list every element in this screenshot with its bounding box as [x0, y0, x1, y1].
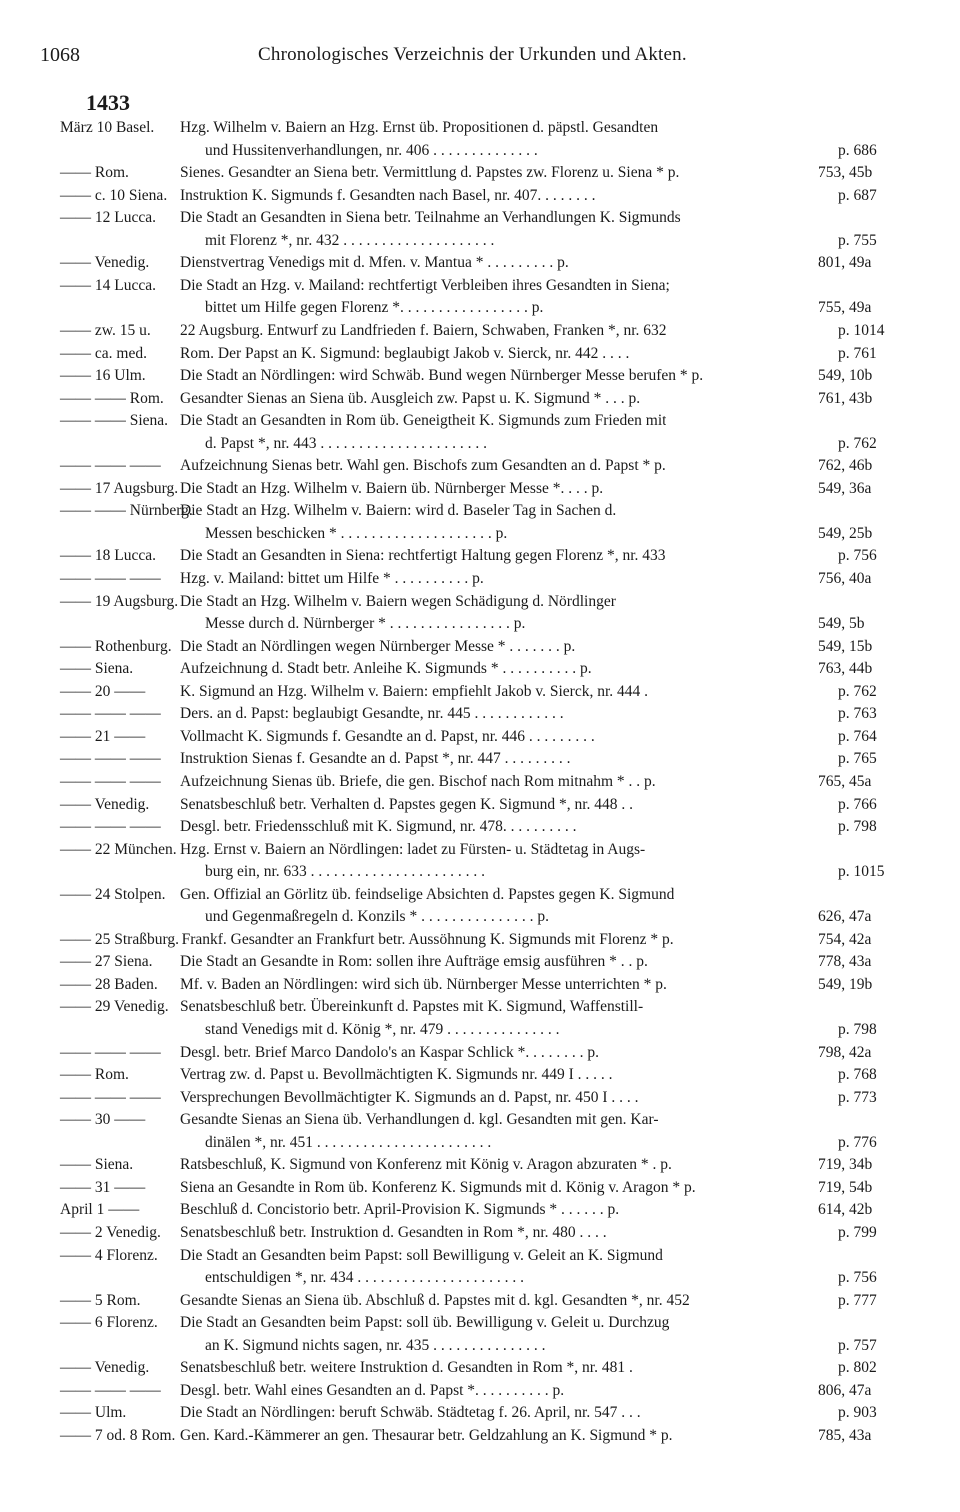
entry-text: Versprechungen Bevollmächtigter K. Sigmunds an d. Papst, nr. 450 I . . . . [180, 1088, 639, 1106]
entry-line [0, 703, 960, 725]
entry-text: Die Stadt an Gesandten beim Papst: soll Bewilligung v. Geleit an K. Sigmund [180, 1246, 663, 1264]
entry-line [0, 726, 960, 748]
entry-date: —— Rothenburg. [60, 637, 172, 655]
entry-line [0, 996, 960, 1018]
entry-page-ref: p. 757 [838, 1336, 877, 1354]
entry-text: Desgl. betr. Wahl eines Gesandten an d. Papst *. . . . . . . . . . p. [180, 1381, 565, 1399]
entry-text: Die Stadt an Hzg. Wilhelm v. Baiern wegen Schädigung d. Nördlinger [180, 592, 616, 610]
entry-line [0, 185, 960, 207]
entry-page-ref: 785, 43a [818, 1426, 872, 1444]
entry-date: —— —— —— [60, 1088, 161, 1106]
entry-line [0, 1402, 960, 1424]
entry-text: Die Stadt an Gesandten beim Papst: soll üb. Bewilligung v. Geleit u. Durchzug [180, 1314, 670, 1332]
entry-line [0, 771, 960, 793]
entry-date: —— —— —— [60, 570, 161, 587]
entry-text: Hzg. Wilhelm v. Baiern an Hzg. Ernst üb. Propositionen d. päpstl. Gesandten [180, 119, 659, 136]
entry-page-ref: p. 1015 [838, 863, 885, 881]
entry-page-ref: p. 798 [838, 818, 877, 836]
entry-page-ref: p. 1014 [838, 321, 885, 339]
entry-text: Die Stadt an Gesandten in Siena betr. Teilnahme an Verhandlungen K. Sigmunds [180, 209, 681, 227]
entry-date: —— 31 —— [60, 1178, 146, 1196]
running-title: Chronologisches Verzeichnis der Urkunden und Akten. [258, 44, 687, 65]
entry-line [0, 1357, 960, 1379]
entry-text: bittet um Hilfe gegen Florenz *. . . . . . . . . . . . . . . . . p. [205, 299, 544, 317]
entry-line [0, 1267, 960, 1289]
entry-date: —— 27 Siena. [60, 953, 153, 971]
entry-page-ref: p. 799 [838, 1223, 877, 1241]
entry-line [0, 1109, 960, 1131]
entry-line [0, 252, 960, 274]
entry-text: Aufzeichnung Sienas üb. Briefe, die gen. Bischof nach Rom mitnahm * . . p. [180, 772, 656, 790]
entry-date: —— 25 Straßburg. [60, 930, 179, 948]
entry-page-ref: p. 776 [838, 1133, 877, 1151]
entry-line [0, 636, 960, 658]
entry-date: —— —— —— [60, 750, 161, 768]
entry-line [0, 230, 960, 252]
entry-page-ref: p. 768 [838, 1066, 877, 1084]
entry-text: Desgl. betr. Brief Marco Dandolo's an Kaspar Schlick *. . . . . . . . p. [180, 1043, 600, 1061]
entry-page-ref: 549, 5b [818, 615, 865, 633]
entry-line [0, 1245, 960, 1267]
entry-page-ref: p. 686 [838, 141, 877, 159]
entry-page-ref: 755, 49a [818, 299, 872, 317]
entry-line [0, 861, 960, 883]
entry-text: Beschluß d. Concistorio betr. April-Provision K. Sigmunds * . . . . . . p. [180, 1201, 620, 1219]
entry-date: —— Rom. [60, 164, 129, 182]
entry-page-ref: 756, 40a [818, 570, 872, 587]
entry-line [0, 365, 960, 387]
entry-date: —— c. 10 Siena. [60, 186, 168, 204]
entry-text: Senatsbeschluß betr. Verhalten d. Papstes gegen K. Sigmund *, nr. 448 . . [180, 795, 634, 813]
entry-line [0, 1199, 960, 1221]
entry-line [0, 1019, 960, 1041]
entry-date: —— 21 —— [60, 727, 146, 745]
entry-text: stand Venedigs mit d. König *, nr. 479 . . . . . . . . . . . . . . . [205, 1021, 560, 1038]
entry-date: —— Rom. [60, 1066, 129, 1084]
entry-date: —— 16 Ulm. [60, 367, 146, 385]
entry-date: —— Venedig. [60, 254, 150, 272]
entry-page-ref: p. 762 [838, 434, 877, 452]
entry-page-ref: 754, 42a [818, 930, 872, 948]
entry-line [0, 500, 960, 522]
year-heading: 1433 [86, 90, 130, 115]
entry-date: März 10 Basel. [60, 119, 155, 136]
entry-line [0, 478, 960, 500]
entry-line [0, 410, 960, 432]
entry-text: Hzg. v. Mailand: bittet um Hilfe * . . . . . . . . . . p. [180, 570, 484, 587]
entry-line [0, 1290, 960, 1312]
entry-text: Gesandte Sienas an Siena üb. Verhandlungen d. kgl. Gesandten mit gen. Kar- [180, 1111, 659, 1129]
entry-page-ref: 614, 42b [818, 1201, 873, 1219]
entry-line [0, 906, 960, 928]
entry-page-ref: p. 903 [838, 1404, 877, 1422]
entry-line [0, 794, 960, 816]
entry-text: Senatsbeschluß betr. weitere Instruktion d. Gesandten in Rom *, nr. 481 . [180, 1359, 633, 1377]
entry-text: Mf. v. Baden an Nördlingen: wird sich üb. Nürnberger Messe unterrichten * p. [180, 975, 667, 993]
entry-line [0, 140, 960, 162]
entry-date: —— Ulm. [60, 1404, 127, 1422]
entry-page-ref: p. 756 [838, 1269, 877, 1287]
entry-text: Instruktion K. Sigmunds f. Gesandten nach Basel, nr. 407. . . . . . . . [180, 186, 596, 204]
entry-line [0, 1222, 960, 1244]
entry-page-ref: p. 764 [838, 727, 877, 745]
entry-text: entschuldigen *, nr. 434 . . . . . . . . . . . . . . . . . . . . . . [205, 1269, 525, 1287]
entry-date: —— 24 Stolpen. [60, 885, 166, 903]
entry-text: Ratsbeschluß, K. Sigmund von Konferenz mit König v. Aragon abzuraten * . p. [180, 1156, 672, 1174]
entry-page-ref: 753, 45b [818, 164, 873, 182]
entry-date: —— —— —— [60, 1381, 161, 1399]
entry-date: —— ca. med. [60, 344, 147, 362]
entry-text: Sienes. Gesandter an Siena betr. Vermittlung d. Papstes zw. Florenz u. Siena * p. [180, 164, 680, 182]
entry-page-ref: 765, 45a [818, 772, 872, 790]
entry-text: Siena an Gesandte in Rom üb. Konferenz K. Sigmunds mit d. König v. Aragon * p. [180, 1178, 696, 1196]
entry-line [0, 884, 960, 906]
entry-line [0, 839, 960, 861]
entry-text: Gesandter Sienas an Siena üb. Ausgleich zw. Papst u. K. Sigmund * . . . p. [180, 389, 641, 407]
entry-page-ref: p. 761 [838, 344, 877, 362]
entry-line [0, 1312, 960, 1334]
entry-text: dinälen *, nr. 451 . . . . . . . . . . . . . . . . . . . . . . . [205, 1133, 492, 1151]
entry-line [0, 1132, 960, 1154]
entry-page-ref: 778, 43a [818, 953, 872, 971]
entry-date: —— 7 od. 8 Rom. [60, 1426, 176, 1444]
entry-line [0, 974, 960, 996]
entry-date: —— 17 Augsburg. [60, 479, 179, 497]
entry-text: Gen. Kard.-Kämmerer an gen. Thesaurar betr. Geldzahlung an K. Sigmund * p. [180, 1426, 673, 1444]
entry-page-ref: p. 765 [838, 750, 877, 768]
entry-line [0, 1064, 960, 1086]
entry-line [0, 1154, 960, 1176]
entry-text: 22 Augsburg. Entwurf zu Landfrieden f. Baiern, Schwaben, Franken *, nr. 632 [180, 321, 667, 339]
entry-page-ref: 798, 42a [818, 1043, 872, 1061]
entry-line [0, 1335, 960, 1357]
entry-page-ref: 761, 43b [818, 389, 873, 407]
entry-line [0, 1042, 960, 1064]
entry-text: Die Stadt an Gesandten in Siena: rechtfertigt Haltung gegen Florenz *, nr. 433 [180, 547, 666, 565]
entry-text: Die Stadt an Gesandten in Rom üb. Geneigtheit K. Sigmunds zum Frieden mit [180, 412, 667, 430]
entry-page-ref: p. 763 [838, 705, 877, 723]
entry-line [0, 1425, 960, 1447]
entry-date: —— —— —— [60, 705, 161, 723]
entry-page-ref: 763, 44b [818, 660, 873, 678]
entry-line [0, 1177, 960, 1199]
entry-page-ref: 762, 46b [818, 457, 873, 475]
entry-line [0, 320, 960, 342]
entry-date: —— 4 Florenz. [60, 1246, 158, 1264]
entry-line [0, 681, 960, 703]
entry-line [0, 1380, 960, 1402]
entry-line [0, 568, 960, 590]
entry-text: burg ein, nr. 633 . . . . . . . . . . . . . . . . . . . . . . . [205, 863, 485, 881]
entry-text: Vertrag zw. d. Papst u. Bevollmächtigten K. Sigmunds nr. 449 I . . . . . [180, 1066, 613, 1084]
entry-page-ref: 549, 15b [818, 637, 873, 655]
entry-text: Gen. Offizial an Görlitz üb. feindselige Absichten d. Papstes gegen K. Sigmund [180, 885, 675, 903]
entry-page-ref: p. 762 [838, 682, 877, 700]
entry-date: —— Venedig. [60, 1359, 150, 1377]
entry-page-ref: p. 773 [838, 1088, 877, 1106]
entry-text: d. Papst *, nr. 443 . . . . . . . . . . . . . . . . . . . . . . [205, 434, 488, 452]
entry-text: Aufzeichnung d. Stadt betr. Anleihe K. Sigmunds * . . . . . . . . . . p. [180, 660, 592, 678]
entry-date: —— —— —— [60, 818, 161, 836]
entry-text: an K. Sigmund nichts sagen, nr. 435 . . . . . . . . . . . . . . . [205, 1336, 546, 1354]
entry-line [0, 545, 960, 567]
entry-text: Messen beschicken * . . . . . . . . . . . . . . . . . . . . p. [205, 524, 508, 542]
entry-line [0, 117, 960, 139]
entry-text: K. Sigmund an Hzg. Wilhelm v. Baiern: empfiehlt Jakob v. Sierck, nr. 444 . [180, 682, 649, 700]
entry-text: Frankf. Gesandter an Frankfurt betr. Aussöhnung K. Sigmunds mit Florenz * p. [181, 930, 674, 948]
entry-line [0, 613, 960, 635]
entry-text: Gesandte Sienas an Siena üb. Abschluß d. Papstes mit d. kgl. Gesandten *, nr. 452 [180, 1291, 690, 1309]
entry-page-ref: 549, 19b [818, 975, 873, 993]
entry-page-ref: 626, 47a [818, 908, 872, 926]
entry-text: Die Stadt an Gesandte in Rom: sollen ihre Aufträge emsig ausführen * . . p. [180, 953, 648, 971]
entry-text: Die Stadt an Nördlingen wegen Nürnberger Messe * . . . . . . . p. [180, 637, 576, 655]
entry-text: und Gegenmaßregeln d. Konzils * . . . . . . . . . . . . . . . p. [205, 908, 549, 926]
entry-page-ref: p. 798 [838, 1021, 877, 1038]
entry-date: —— —— —— [60, 457, 161, 475]
entry-text: Aufzeichnung Sienas betr. Wahl gen. Bischofs zum Gesandten an d. Papst * p. [180, 457, 666, 475]
entry-line [0, 162, 960, 184]
entry-line [0, 591, 960, 613]
entry-page-ref: p. 755 [838, 231, 877, 249]
entry-date: —— —— —— [60, 1043, 161, 1061]
entry-text: Vollmacht K. Sigmunds f. Gesandte an d. Papst, nr. 446 . . . . . . . . . [180, 727, 595, 745]
entry-page-ref: p. 802 [838, 1359, 877, 1377]
entry-page-ref: 719, 54b [818, 1178, 873, 1196]
entry-text: Senatsbeschluß betr. Instruktion d. Gesandten in Rom *, nr. 480 . . . . [180, 1223, 607, 1241]
entry-page-ref: p. 756 [838, 547, 877, 565]
entry-date: —— —— —— [60, 772, 161, 790]
entry-date: —— 22 München. [60, 840, 177, 858]
entry-text: Die Stadt an Nördlingen: wird Schwäb. Bund wegen Nürnberger Messe berufen * p. [180, 367, 704, 385]
entry-text: Ders. an d. Papst: beglaubigt Gesandte, nr. 445 . . . . . . . . . . . . [180, 705, 564, 723]
entry-page-ref: 549, 10b [818, 367, 873, 385]
entry-date: —— 14 Lucca. [60, 276, 156, 294]
entry-line [0, 929, 960, 951]
entry-line [0, 523, 960, 545]
entry-text: Die Stadt an Hzg. v. Mailand: rechtfertigt Verbleiben ihres Gesandten in Siena; [180, 276, 670, 294]
entry-line [0, 748, 960, 770]
entry-line [0, 275, 960, 297]
entry-date: —— 18 Lucca. [60, 547, 156, 565]
entry-page-ref: p. 777 [838, 1291, 877, 1309]
entry-date: —— 20 —— [60, 682, 146, 700]
entry-date: —— Venedig. [60, 795, 150, 813]
entry-text: und Hussitenverhandlungen, nr. 406 . . . . . . . . . . . . . . [205, 141, 538, 159]
entry-date: —— —— Rom. [60, 389, 164, 407]
entry-date: —— zw. 15 u. [60, 321, 151, 339]
entry-text: Die Stadt an Nördlingen: beruft Schwäb. Städtetag f. 26. April, nr. 547 . . . [180, 1404, 641, 1422]
entry-date: —— 30 —— [60, 1111, 146, 1129]
entry-date: —— 6 Florenz. [60, 1314, 158, 1332]
entry-date: —— 12 Lucca. [60, 209, 156, 227]
entry-date: —— Siena. [60, 660, 134, 678]
entry-page-ref: 549, 36a [818, 479, 872, 497]
entry-text: Die Stadt an Hzg. Wilhelm v. Baiern: wird d. Baseler Tag in Sachen d. [180, 502, 617, 520]
entry-text: Dienstvertrag Venedigs mit d. Mfen. v. Mantua * . . . . . . . . . p. [180, 254, 569, 272]
entry-text: Instruktion Sienas f. Gesandte an d. Papst *, nr. 447 . . . . . . . . . [180, 750, 571, 768]
entry-line [0, 433, 960, 455]
entry-text: Hzg. Ernst v. Baiern an Nördlingen: ladet zu Fürsten- u. Städtetag in Augs- [180, 840, 646, 858]
entry-text: Rom. Der Papst an K. Sigmund: beglaubigt Jakob v. Sierck, nr. 442 . . . . [180, 344, 630, 362]
entry-page-ref: 806, 47a [818, 1381, 872, 1399]
entry-date: —— 19 Augsburg. [60, 592, 179, 610]
entry-line [0, 658, 960, 680]
entry-text: Senatsbeschluß betr. Übereinkunft d. Papstes mit K. Sigmund, Waffenstill- [180, 998, 644, 1016]
entry-date: —— 5 Rom. [60, 1291, 141, 1309]
entry-line [0, 951, 960, 973]
entry-text: Desgl. betr. Friedensschluß mit K. Sigmund, nr. 478. . . . . . . . . . [180, 818, 577, 836]
entry-date: —— —— Siena. [60, 412, 169, 430]
entry-line [0, 297, 960, 319]
entry-text: Die Stadt an Hzg. Wilhelm v. Baiern üb. Nürnberger Messe *. . . . p. [180, 479, 604, 497]
entry-date: —— 2 Venedig. [60, 1223, 161, 1241]
entry-line [0, 343, 960, 365]
entry-line [0, 1087, 960, 1109]
entry-date: —— 28 Baden. [60, 975, 158, 993]
entry-page-ref: p. 766 [838, 795, 877, 813]
entry-text: Messe durch d. Nürnberger * . . . . . . . . . . . . . . . . p. [205, 615, 526, 633]
entry-page-ref: p. 687 [838, 186, 877, 204]
entry-line [0, 207, 960, 229]
page-number: 1068 [40, 44, 80, 66]
entry-date: —— Siena. [60, 1156, 134, 1174]
entry-date: —— —— Nürnberg. [60, 502, 193, 520]
entry-date: April 1 —— [60, 1201, 140, 1219]
entry-line [0, 816, 960, 838]
entry-page-ref: 801, 49a [818, 254, 872, 272]
entry-text: mit Florenz *, nr. 432 . . . . . . . . . . . . . . . . . . . . [205, 231, 495, 249]
entry-line [0, 455, 960, 477]
entry-line [0, 388, 960, 410]
entry-page-ref: 549, 25b [818, 524, 873, 542]
entry-date: —— 29 Venedig. [60, 998, 169, 1016]
entry-page-ref: 719, 34b [818, 1156, 873, 1174]
